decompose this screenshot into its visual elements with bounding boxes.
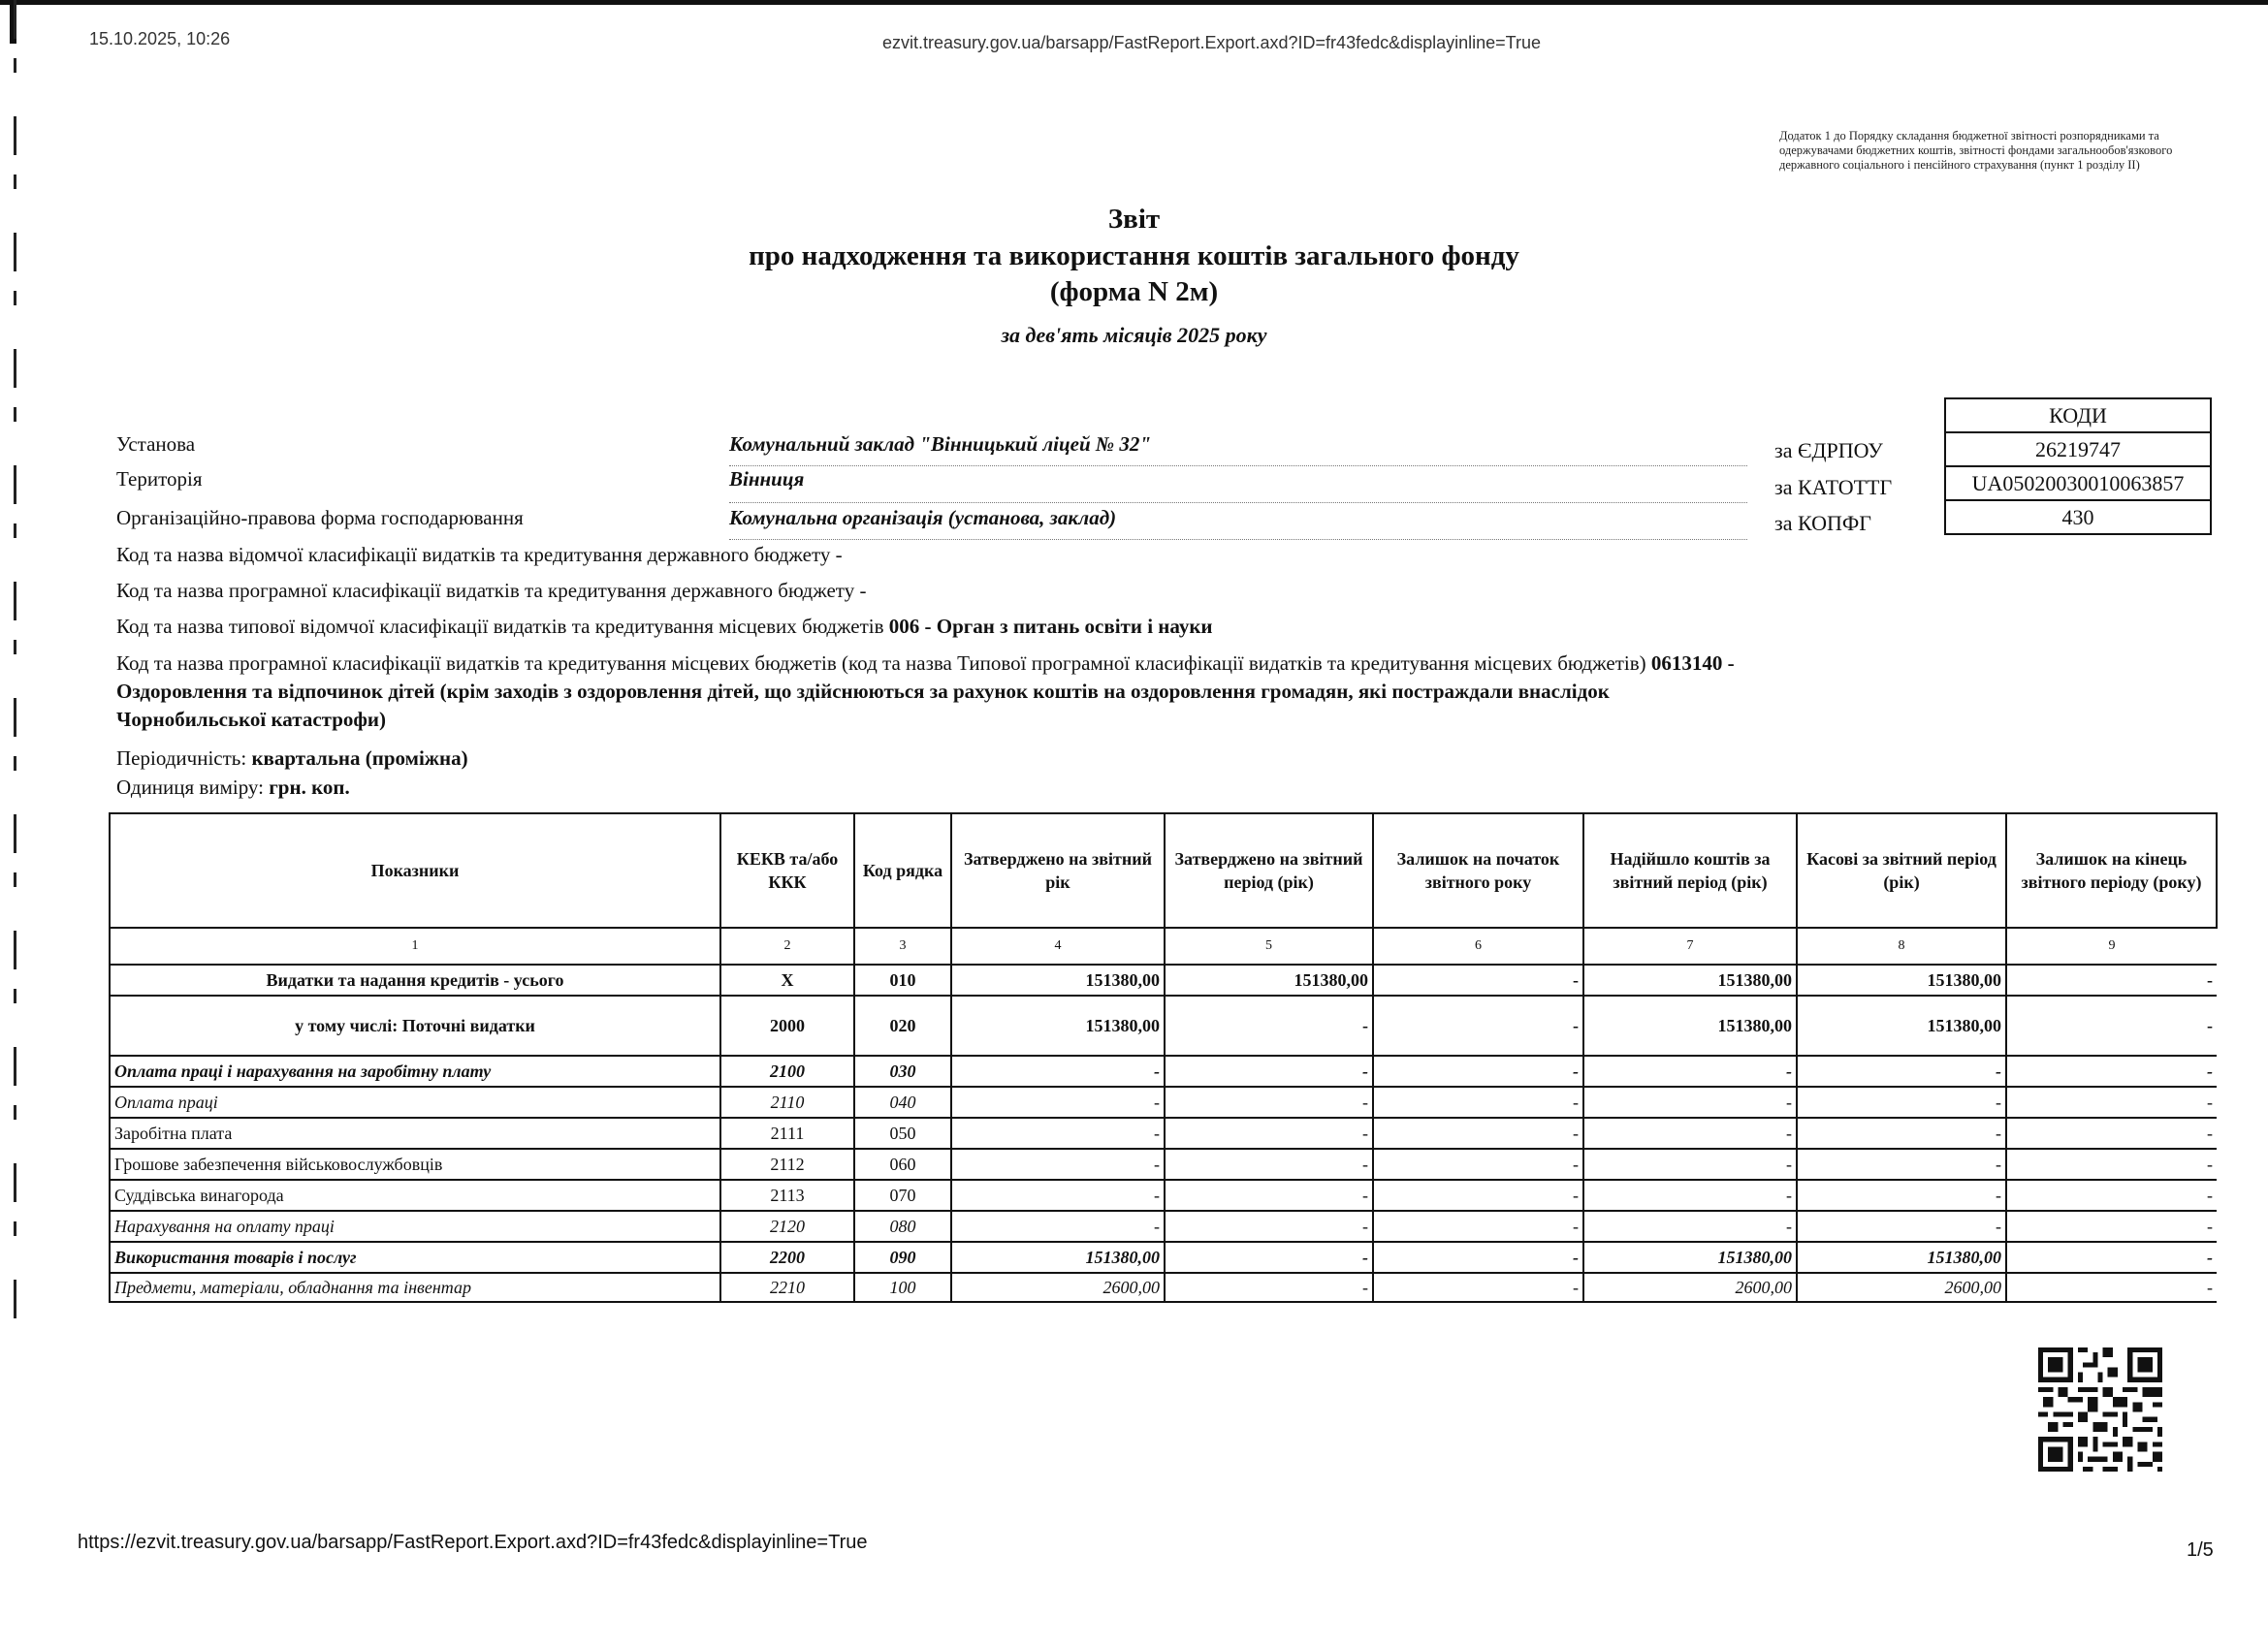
dept-state-classification: Код та назва відомчої класифікації видатків та кредитування державного бюджету - (116, 543, 843, 566)
col-header-approved-year: Затверджено на звітний рік (951, 813, 1165, 928)
col-header-approved-period: Затверджено на звітний період (рік) (1165, 813, 1373, 928)
row-kekv: X (720, 965, 854, 996)
row-kekv: 2112 (720, 1149, 854, 1180)
table-row (110, 1149, 2217, 1180)
row-kekv: 2110 (720, 1087, 854, 1118)
row-cash: - (1797, 1118, 2006, 1149)
print-datetime: 15.10.2025, 10:26 (89, 29, 231, 48)
row-balance-end: - (2006, 1056, 2217, 1087)
report-form: (форма N 2м) (1049, 276, 1219, 307)
row-approved-year: 151380,00 (951, 1242, 1165, 1273)
row-kekv: 2100 (720, 1056, 854, 1087)
row-balance-end: - (2006, 1273, 2217, 1302)
row-received: - (1583, 1211, 1797, 1242)
qr-code-icon (2038, 1347, 2162, 1472)
row-kekv: 2000 (720, 996, 854, 1056)
col-header-received: Надійшло коштів за звітний період (рік) (1583, 813, 1797, 928)
row-balance-start: - (1373, 1087, 1583, 1118)
typical-dept-label: Код та назва типової відомчої класифікації видатків та кредитування місцевих бюджетів (116, 615, 884, 638)
col-num: 7 (1583, 928, 1797, 965)
row-name: Нарахування на оплату праці (110, 1211, 720, 1242)
periodicity (116, 745, 1745, 773)
row-balance-end: - (2006, 1149, 2217, 1180)
row-received: 151380,00 (1583, 965, 1797, 996)
row-kekv: 2200 (720, 1242, 854, 1273)
table-row (110, 996, 2217, 1056)
col-header-indicators: Показники (110, 813, 720, 928)
row-approved-year: - (951, 1118, 1165, 1149)
institution-value: Комунальний заклад "Вінницький ліцей № 32" (729, 432, 1152, 456)
report-period: за дев'ять місяців 2025 року (1001, 323, 1267, 347)
col-header-row-code: Код рядка (854, 813, 951, 928)
katottg-value: UA05020030010063857 (1945, 466, 2211, 500)
row-approved-period: - (1165, 1118, 1373, 1149)
col-header-balance-start: Залишок на початок звітного року (1373, 813, 1583, 928)
prog-local-label: Код та назва програмної класифікації видатків та кредитування місцевих бюджетів (код та назва Типової програмної класифікації видатків та кредитування місцевих бюджетів) (116, 651, 1646, 675)
territory-underline (729, 502, 1747, 503)
row-approved-year: - (951, 1087, 1165, 1118)
row-approved-period: - (1165, 996, 1373, 1056)
row-code: 040 (854, 1087, 951, 1118)
territory-value: Вінниця (729, 467, 805, 491)
row-received: 2600,00 (1583, 1273, 1797, 1302)
territory-label: Територія (116, 467, 203, 491)
row-approved-period: - (1165, 1273, 1373, 1302)
row-code: 030 (854, 1056, 951, 1087)
typical-dept-classification (116, 613, 1745, 641)
table-row (110, 1180, 2217, 1211)
row-code: 090 (854, 1242, 951, 1273)
row-approved-period: 151380,00 (1165, 965, 1373, 996)
row-name: Оплата праці (110, 1087, 720, 1118)
row-code: 020 (854, 996, 951, 1056)
row-balance-start: - (1373, 1242, 1583, 1273)
row-name: Використання товарів і послуг (110, 1242, 720, 1273)
row-approved-year: 2600,00 (951, 1273, 1165, 1302)
row-balance-end: - (2006, 1242, 2217, 1273)
row-balance-start: - (1373, 1273, 1583, 1302)
col-num: 2 (720, 928, 854, 965)
row-balance-end: - (2006, 1118, 2217, 1149)
row-balance-start: - (1373, 1211, 1583, 1242)
row-name: Оплата праці і нарахування на заробітну плату (110, 1056, 720, 1087)
row-kekv: 2111 (720, 1118, 854, 1149)
unit-of-measure (116, 774, 1745, 802)
unit-value: грн. коп. (269, 776, 350, 799)
row-name: Заробітна плата (110, 1118, 720, 1149)
row-balance-end: - (2006, 996, 2217, 1056)
edrpou-label: за ЄДРПОУ (1774, 438, 1883, 462)
table-row (110, 1056, 2217, 1087)
row-balance-start: - (1373, 1149, 1583, 1180)
row-approved-period: - (1165, 1211, 1373, 1242)
row-code: 070 (854, 1180, 951, 1211)
row-approved-period: - (1165, 1149, 1373, 1180)
row-approved-year: 151380,00 (951, 965, 1165, 996)
row-cash: - (1797, 1087, 2006, 1118)
row-approved-year: - (951, 1056, 1165, 1087)
row-balance-end: - (2006, 965, 2217, 996)
row-approved-period: - (1165, 1180, 1373, 1211)
periodicity-value: квартальна (проміжна) (251, 746, 468, 770)
row-name: у тому числі: Поточні видатки (110, 996, 720, 1056)
table-header-row (110, 813, 2217, 928)
row-kekv: 2210 (720, 1273, 854, 1302)
row-cash: 2600,00 (1797, 1273, 2006, 1302)
row-balance-end: - (2006, 1180, 2217, 1211)
col-num: 3 (854, 928, 951, 965)
row-received: - (1583, 1118, 1797, 1149)
col-num: 4 (951, 928, 1165, 965)
row-code: 060 (854, 1149, 951, 1180)
row-cash: - (1797, 1211, 2006, 1242)
row-received: - (1583, 1087, 1797, 1118)
col-num: 9 (2006, 928, 2217, 965)
row-approved-period: - (1165, 1087, 1373, 1118)
row-name: Суддівська винагорода (110, 1180, 720, 1211)
row-kekv: 2120 (720, 1211, 854, 1242)
table-row (110, 1211, 2217, 1242)
report-title: Звіт (1107, 204, 1161, 235)
row-received: 151380,00 (1583, 1242, 1797, 1273)
row-balance-end: - (2006, 1087, 2217, 1118)
table-row (110, 1273, 2217, 1302)
row-name: Видатки та надання кредитів - усього (110, 965, 720, 996)
table-row (110, 1087, 2217, 1118)
table-row (110, 1118, 2217, 1149)
row-code: 080 (854, 1211, 951, 1242)
prog-state-classification: Код та назва програмної класифікації видатків та кредитування державного бюджету - (116, 579, 867, 602)
typical-dept-value: 006 - Орган з питань освіти і науки (888, 615, 1213, 638)
col-num: 6 (1373, 928, 1583, 965)
footer-url[interactable]: https://ezvit.treasury.gov.ua/barsapp/FastReport.Export.axd?ID=fr43fedc&displayinline=True (78, 1532, 868, 1553)
edrpou-value: 26219747 (1945, 432, 2211, 466)
row-balance-start: - (1373, 1056, 1583, 1087)
row-approved-period: - (1165, 1242, 1373, 1273)
row-name: Предмети, матеріали, обладнання та інвентар (110, 1273, 720, 1302)
codes-header: КОДИ (1945, 398, 2211, 432)
row-name: Грошове забезпечення військовослужбовців (110, 1149, 720, 1180)
row-approved-period: - (1165, 1056, 1373, 1087)
row-code: 010 (854, 965, 951, 996)
prog-local-value: 0613140 - Оздоровлення та відпочинок дітей (крім заходів з оздоровлення дітей, що здійснюються за рахунок коштів на оздоровлення громадян, які постраждали внаслідок Чорнобильської катастрофи) (116, 651, 1735, 731)
periodicity-label: Періодичність: (116, 746, 247, 770)
row-kekv: 2113 (720, 1180, 854, 1211)
legal-form-value: Комунальна організація (установа, заклад) (729, 506, 1117, 529)
row-approved-year: - (951, 1180, 1165, 1211)
col-num: 1 (110, 928, 720, 965)
col-num: 5 (1165, 928, 1373, 965)
row-balance-start: - (1373, 965, 1583, 996)
row-cash: 151380,00 (1797, 965, 2006, 996)
report-table (109, 812, 2218, 1303)
row-cash: - (1797, 1149, 2006, 1180)
row-balance-start: - (1373, 1118, 1583, 1149)
row-cash: 151380,00 (1797, 1242, 2006, 1273)
appendix-note: Додаток 1 до Порядку складання бюджетної звітності розпорядниками та одержувачами бюджетних коштів, звітності фондами загальнообов'язкового державного соціального і пенсійного страхування (пункт 1 розділу II) (1779, 129, 2173, 172)
row-approved-year: - (951, 1149, 1165, 1180)
col-header-balance-end: Залишок на кінець звітного періоду (року) (2006, 813, 2217, 928)
row-balance-start: - (1373, 996, 1583, 1056)
report-subtitle: про надходження та використання коштів загального фонду (749, 240, 1519, 271)
kopfg-label: за КОПФГ (1774, 511, 1871, 535)
col-header-kekv: КЕКВ та/або ККК (720, 813, 854, 928)
institution-underline (729, 465, 1747, 466)
prog-local-classification (116, 650, 1745, 734)
codes-table (1944, 397, 2212, 535)
row-received: 151380,00 (1583, 996, 1797, 1056)
row-cash: 151380,00 (1797, 996, 2006, 1056)
row-approved-year: - (951, 1211, 1165, 1242)
table-row (110, 1242, 2217, 1273)
col-header-cash: Касові за звітний період (рік) (1797, 813, 2006, 928)
row-code: 100 (854, 1273, 951, 1302)
unit-label: Одиниця виміру: (116, 776, 264, 799)
row-balance-start: - (1373, 1180, 1583, 1211)
column-number-row (110, 928, 2217, 965)
table-row (110, 965, 2217, 996)
row-cash: - (1797, 1180, 2006, 1211)
row-balance-end: - (2006, 1211, 2217, 1242)
legal-form-underline (729, 539, 1747, 540)
katottg-label: за КАТОТТГ (1774, 475, 1893, 499)
institution-label: Установа (116, 432, 196, 456)
scan-edge-left (14, 0, 16, 1338)
row-received: - (1583, 1056, 1797, 1087)
kopfg-value: 430 (1945, 500, 2211, 534)
row-cash: - (1797, 1056, 2006, 1087)
legal-form-label: Організаційно-правова форма господарювання (116, 506, 524, 529)
row-approved-year: 151380,00 (951, 996, 1165, 1056)
col-num: 8 (1797, 928, 2006, 965)
row-code: 050 (854, 1118, 951, 1149)
row-received: - (1583, 1149, 1797, 1180)
scan-edge-top (0, 0, 2268, 5)
print-url[interactable]: ezvit.treasury.gov.ua/barsapp/FastReport.Export.axd?ID=fr43fedc&displayinline=True (882, 33, 1542, 52)
row-received: - (1583, 1180, 1797, 1211)
page-number: 1/5 (2187, 1539, 2214, 1561)
